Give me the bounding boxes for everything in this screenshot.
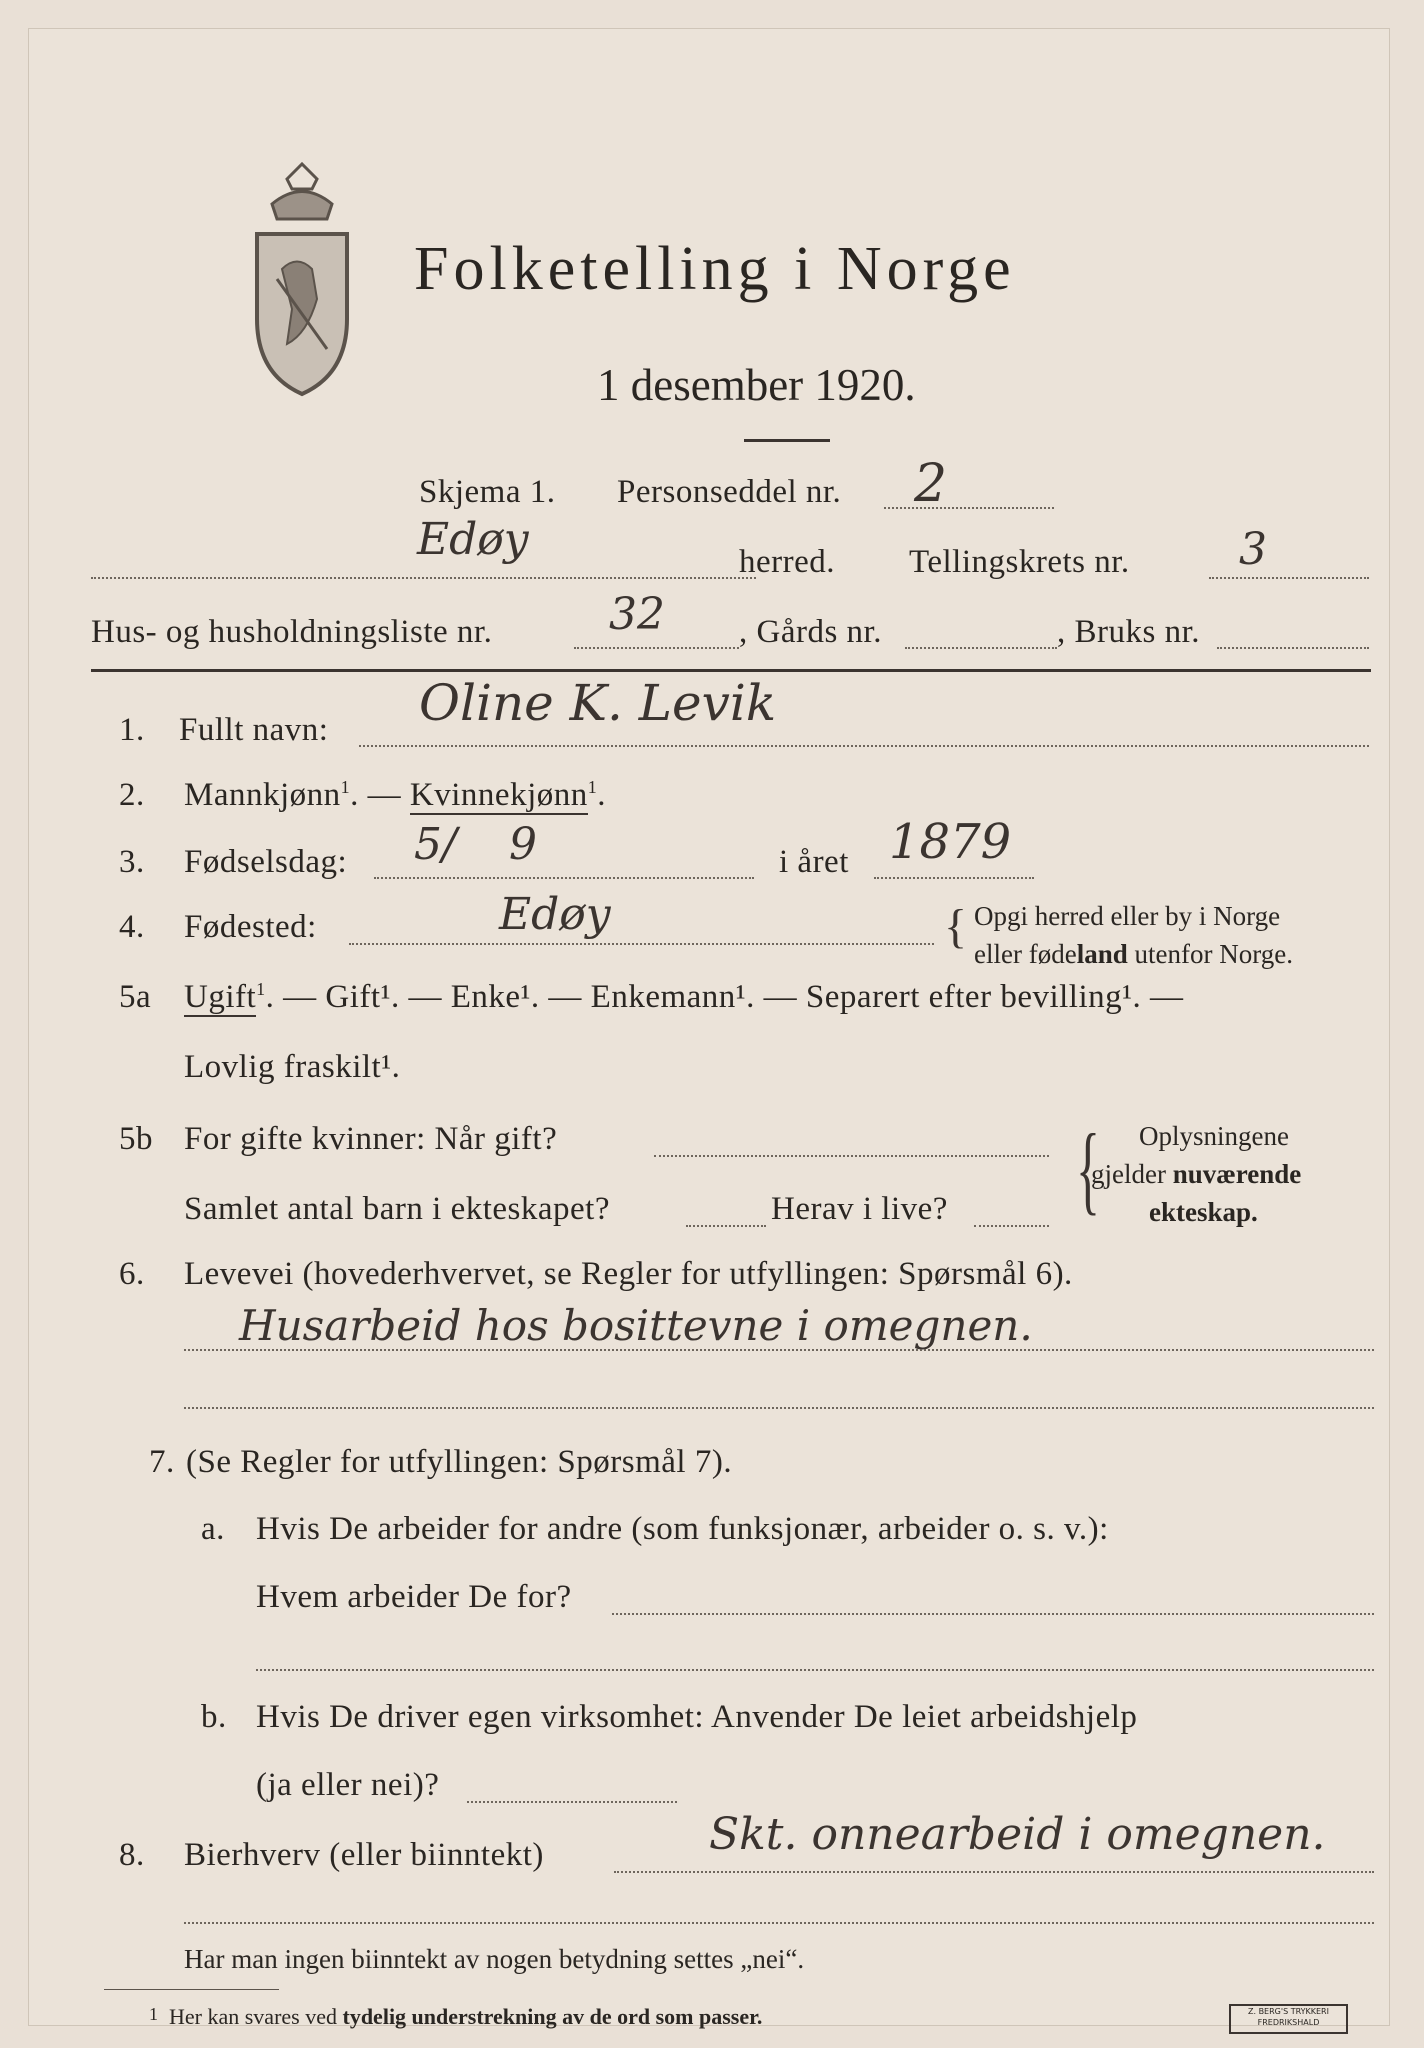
bruks-label: , Bruks nr. <box>1057 614 1201 650</box>
tellingskrets-line <box>1209 577 1369 579</box>
q6-number: 6. <box>119 1256 145 1292</box>
q7b-letter: b. <box>201 1699 227 1735</box>
census-date: 1 desember 1920. <box>597 360 916 410</box>
option-divorced[interactable]: Lovlig fraskilt¹. <box>184 1049 401 1085</box>
form-title: Folketelling i Norge <box>414 235 1016 303</box>
year-line <box>874 877 1034 879</box>
q3-number: 3. <box>119 844 145 880</box>
q7a-text: Hvis De arbeider for andre (som funksjonær, arbeider o. s. v.): <box>256 1511 1109 1547</box>
q2-separator: . — <box>350 777 410 813</box>
form-sheet <box>28 28 1390 2029</box>
birthdate-line <box>374 877 754 879</box>
option-male[interactable]: Mannkjønn <box>184 777 341 813</box>
husliste-label: Hus- og husholdningsliste nr. <box>91 614 493 650</box>
full-name-value[interactable]: Oline K. Levik <box>419 674 777 732</box>
side-income-line <box>614 1871 1374 1873</box>
year-label: i året <box>779 844 849 880</box>
skjema-label: Skjema 1. <box>419 474 556 510</box>
q8-number: 8. <box>119 1837 145 1873</box>
option-female-selected[interactable]: Kvinnekjønn <box>409 777 588 813</box>
employer-line1 <box>612 1613 1374 1615</box>
printer-stamp-line1: Z. BERG'S TRYKKERI <box>1248 2007 1329 2016</box>
q2-end: . <box>597 777 606 813</box>
q1-number: 1. <box>119 712 145 748</box>
q4-note-line1: Opgi herred eller by i Norge <box>974 901 1281 931</box>
hired-help-line <box>467 1801 677 1803</box>
q7-number: 7. <box>149 1444 175 1480</box>
gards-line <box>905 647 1057 649</box>
q7a-question: Hvem arbeider De for? <box>256 1579 572 1615</box>
married-when-line <box>654 1155 1049 1157</box>
bruks-line <box>1217 647 1369 649</box>
q5b-number: 5b <box>119 1121 153 1157</box>
q7b-text: Hvis De driver egen virksomhet: Anvender De leiet arbeidshjelp <box>256 1699 1138 1735</box>
q4-note-line2: eller fødeland utenfor Norge. <box>974 939 1293 969</box>
children-line <box>686 1225 766 1227</box>
husliste-value[interactable]: 32 <box>609 589 665 640</box>
birth-year-value[interactable]: 1879 <box>889 814 1012 870</box>
q5a-number: 5a <box>119 979 152 1015</box>
q5b-note-line1: Oplysningene <box>1139 1121 1289 1151</box>
footnote-rule <box>104 1989 279 1990</box>
q7b-question: (ja eller nei)? <box>256 1767 440 1803</box>
birthplace-line <box>349 943 934 945</box>
occupation-value[interactable]: Husarbeid hos bosittevne i omegnen. <box>239 1301 1033 1350</box>
gards-label: , Gårds nr. <box>739 614 882 650</box>
occupation-line1 <box>184 1349 1374 1351</box>
footnote: $^1$ Her kan svares ved tydelig understrekning av de ord som passer. <box>149 2004 763 2029</box>
q5a-options: Ugift$^1$. — Gift¹. — Enke¹. — Enkemann¹. — Separert efter bevilling¹. — <box>184 979 1184 1015</box>
tellingskrets-label: Tellingskrets nr. <box>909 544 1130 580</box>
husliste-line <box>574 647 739 649</box>
title-divider <box>744 439 830 442</box>
q8-label: Bierhverv (eller biinntekt) <box>184 1837 544 1873</box>
birth-month-value[interactable]: 9 <box>509 819 537 870</box>
personseddel-value[interactable]: 2 <box>914 454 948 514</box>
q3-label: Fødselsdag: <box>184 844 348 880</box>
q2-number: 2. <box>119 777 145 813</box>
q7-label: (Se Regler for utfyllingen: Spørsmål 7). <box>186 1444 733 1480</box>
printer-stamp-line2: FREDRIKSHALD <box>1257 2018 1320 2027</box>
header-rule <box>91 669 1371 672</box>
birthplace-value[interactable]: Edøy <box>499 889 611 940</box>
birth-day-value[interactable]: 5/ <box>414 819 457 870</box>
herred-label: herred. <box>739 544 836 580</box>
q5a-other-options[interactable]: . — Gift¹. — Enke¹. — Enkemann¹. — Separert efter bevilling¹. — <box>265 979 1184 1015</box>
herred-value[interactable]: Edøy <box>417 514 529 565</box>
q5b-note-line3: ekteskap. <box>1149 1197 1258 1227</box>
q5b-line1: For gifte kvinner: Når gift? <box>184 1121 558 1157</box>
q4-label: Fødested: <box>184 909 317 945</box>
personseddel-line <box>884 507 1054 509</box>
personseddel-label: Personseddel nr. <box>617 474 842 510</box>
side-income-line2 <box>184 1922 1374 1924</box>
q1-line <box>359 745 1369 747</box>
q2-options: Mannkjønn$^1$. — Kvinnekjønn$^1$. <box>184 777 606 813</box>
q5b-note-line2: gjelder nuværende <box>1091 1159 1302 1189</box>
q4-brace: { <box>944 900 968 953</box>
printer-stamp <box>1229 2004 1348 2034</box>
alive-line <box>974 1225 1049 1227</box>
q5b-alive-label: Herav i live? <box>771 1191 948 1227</box>
q7a-letter: a. <box>201 1511 225 1547</box>
q5b-children-label: Samlet antal barn i ekteskapet? <box>184 1191 611 1227</box>
q6-label: Levevei (hovederhvervet, se Regler for utfyllingen: Spørsmål 6). <box>184 1256 1073 1292</box>
occupation-line2 <box>184 1407 1374 1409</box>
q1-label: Fullt navn: <box>179 712 329 748</box>
tellingskrets-value[interactable]: 3 <box>1239 524 1267 575</box>
q4-number: 4. <box>119 909 145 945</box>
bottom-note: Har man ingen biinntekt av nogen betydning settes „nei“. <box>184 1944 805 1974</box>
coat-of-arms-icon <box>247 159 357 399</box>
q5b-brace: { <box>1076 1113 1100 1224</box>
herred-line <box>91 577 756 579</box>
side-income-value[interactable]: Skt. onnearbeid i omegnen. <box>709 1809 1326 1860</box>
employer-line2 <box>256 1669 1374 1671</box>
option-unmarried-selected[interactable]: Ugift <box>184 979 257 1015</box>
